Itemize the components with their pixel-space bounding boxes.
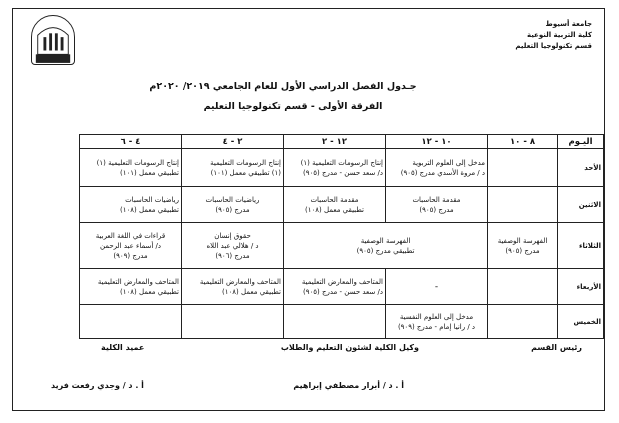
schedule-page	[12, 8, 605, 411]
cell-wed-12-2	[284, 269, 386, 305]
course-name: حقوق إنسان	[214, 231, 251, 240]
course-detail: تطبيقي معمل (١٠٨)	[120, 287, 179, 296]
cell-mon-10-12	[386, 187, 488, 223]
course-room: مدرج (٩٠٦)	[215, 251, 250, 260]
cell-thu-12-2	[284, 305, 386, 339]
course-detail: تطبيقي معمل (١٠٨)	[305, 205, 364, 214]
header-slot-8-10: ٨ - ١٠	[488, 135, 558, 149]
header-slot-2-4: ٢ - ٤	[182, 135, 284, 149]
course-name: المتاحف والمعارض التعليمية	[97, 277, 179, 286]
dean-title: عميد الكلية	[101, 343, 145, 352]
course-detail: (١) تطبيقي معمل (١٠١)	[210, 168, 281, 177]
course-detail: د/ سعد حسن - مدرج (٩٠٥)	[302, 287, 383, 296]
university-logo-icon	[32, 16, 74, 64]
course-detail: مدرج (٩٠٥)	[215, 205, 250, 214]
university-name: جامعة أسيوط	[545, 20, 592, 28]
course-detail: تطبيقي معمل (١٠٨)	[222, 287, 281, 296]
cell-sun-4-6	[80, 149, 182, 187]
head-of-department-title: رئيس القسم	[531, 343, 582, 352]
cell-sun-10-12	[386, 149, 488, 187]
course-name: الفهرسة الوصفية	[360, 236, 411, 245]
course-name: مقدمة الحاسبات	[412, 195, 461, 204]
cell-tue-8-10	[488, 223, 558, 269]
course-detail: مدرج (٩٠٥)	[419, 205, 454, 214]
course-name: مدخل إلى العلوم التربوية	[412, 158, 485, 167]
course-name: رياضيات الحاسبات	[125, 195, 179, 204]
dean-name: أ . د / وجدي رفعت فريد	[51, 381, 144, 390]
cell-sun-2-4	[182, 149, 284, 187]
course-detail: د/ سعد حسن - مدرج (٩٠٥)	[302, 168, 383, 177]
header-day: اليـوم	[558, 135, 604, 149]
course-detail: د / مروة الأسدي مدرج (٩٠٥)	[400, 168, 485, 177]
schedule-table	[79, 134, 604, 339]
cell-tue-2-4	[182, 223, 284, 269]
cell-wed-4-6	[80, 269, 182, 305]
cell-wed-2-4	[182, 269, 284, 305]
university-logo	[31, 15, 75, 65]
cell-thu-10-12	[386, 305, 488, 339]
course-room: مدرج (٩٠٩)	[113, 251, 148, 260]
cell-tue-10-2	[284, 223, 488, 269]
table-row	[80, 223, 604, 269]
cell-thu-2-4	[182, 305, 284, 339]
cell-mon-4-6	[80, 187, 182, 223]
day-thursday: الخميس	[558, 305, 604, 339]
course-name: إنتاج الرسومات التعليمية	[210, 158, 281, 167]
empty-dash: -	[434, 281, 439, 292]
cell-sun-12-2	[284, 149, 386, 187]
cell-sun-8-10	[488, 149, 558, 187]
cell-tue-4-6	[80, 223, 182, 269]
cell-thu-8-10	[488, 305, 558, 339]
table-header-row	[80, 135, 604, 149]
course-instructor: د/ أسماء عبد الرحمن	[99, 241, 162, 250]
header-slot-4-6: ٤ - ٦	[80, 135, 182, 149]
cell-mon-2-4	[182, 187, 284, 223]
course-detail: مدرج (٩٠٥)	[505, 246, 540, 255]
course-name: قراءات في اللغة العربية	[95, 231, 166, 240]
header-slot-10-12: ١٠ - ١٢	[386, 135, 488, 149]
course-instructor: د / هلالي عبد اللاه	[206, 241, 259, 250]
cell-mon-8-10	[488, 187, 558, 223]
day-sunday: الأحد	[558, 149, 604, 187]
day-monday: الاثنين	[558, 187, 604, 223]
cell-wed-10-12	[386, 269, 488, 305]
cell-mon-12-2	[284, 187, 386, 223]
course-name: مقدمة الحاسبات	[310, 195, 359, 204]
course-name: المتاحف والمعارض التعليمية	[199, 277, 281, 286]
department-name: قسم تكنولوجيا التعليم	[515, 42, 592, 50]
day-wednesday: الأربعاء	[558, 269, 604, 305]
course-name: المتاحف والمعارض التعليمية	[301, 277, 383, 286]
schedule-subtitle: الفرقة الأولى - قسم تكنولوجيا التعليم	[203, 101, 383, 112]
faculty-name: كلية التربية النوعية	[526, 31, 592, 39]
course-detail: تطبيقي معمل (١٠١)	[120, 168, 179, 177]
schedule-title: جـدول الفصل الدراسي الأول للعام الجامعي ٢٠١٩/ ٢٠٢٠م	[149, 81, 417, 92]
course-detail: تطبيقي مدرج (٩٠٥)	[356, 246, 415, 255]
day-tuesday: الثلاثاء	[558, 223, 604, 269]
course-name: مدخل إلى العلوم النفسية	[399, 312, 474, 321]
cell-wed-8-10	[488, 269, 558, 305]
course-detail: د / رانيا إمام - مدرج (٩٠٩)	[397, 322, 476, 331]
table-row	[80, 149, 604, 187]
faculty-header	[515, 19, 592, 52]
vice-dean-title: وكيل الكلية لشئون التعليم والطلاب	[280, 343, 419, 352]
vice-dean-name: أ . د / أبرار مصطفي إبراهيم	[293, 381, 404, 390]
header-slot-12-2: ١٢ - ٢	[284, 135, 386, 149]
course-name: الفهرسة الوصفية	[497, 236, 548, 245]
table-row	[80, 187, 604, 223]
course-name: إنتاج الرسومات التعليمية (١)	[96, 158, 179, 167]
course-name: إنتاج الرسومات التعليمية (١)	[300, 158, 383, 167]
course-detail: تطبيقي معمل (١٠٨)	[120, 205, 179, 214]
course-name: رياضيات الحاسبات	[205, 195, 260, 204]
cell-thu-4-6	[80, 305, 182, 339]
table-row	[80, 305, 604, 339]
table-row	[80, 269, 604, 305]
